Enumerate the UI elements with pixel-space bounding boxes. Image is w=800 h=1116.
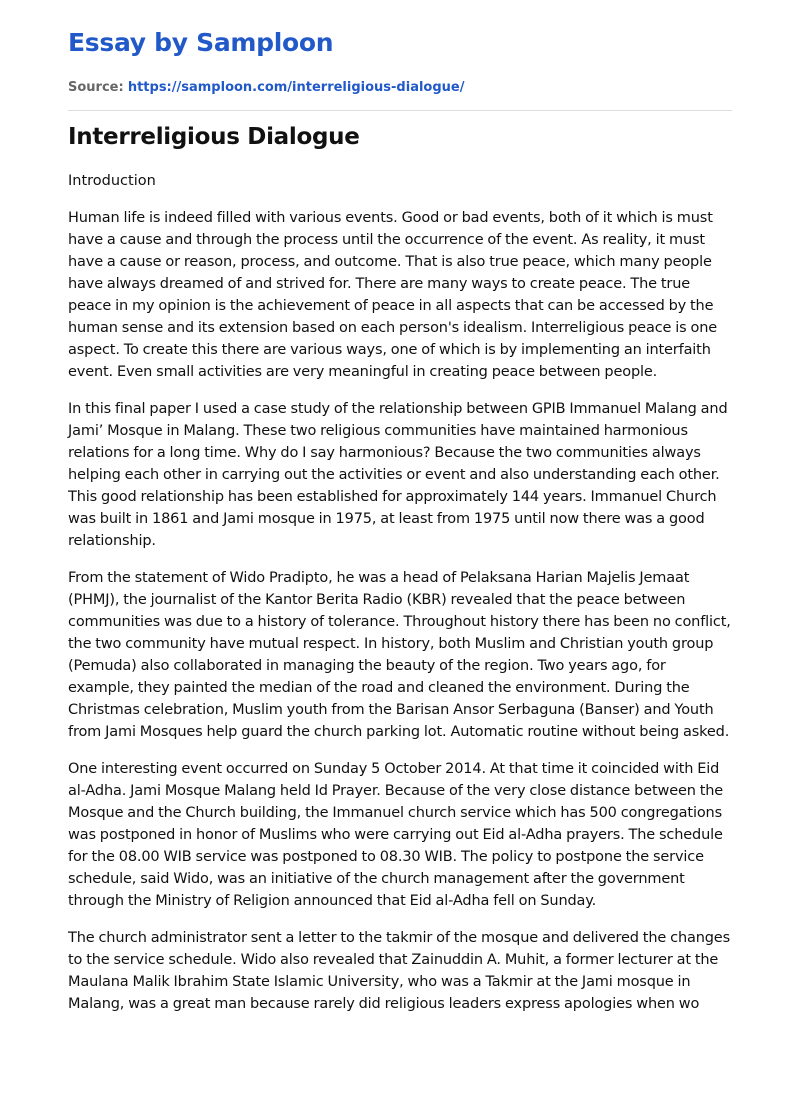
- header-divider: [68, 110, 732, 111]
- paragraph-2: In this final paper I used a case study of the relationship between GPIB Immanuel Malang and Jami’ Mosque in Malang. These two religious communities have maintained harmonious relations for a long time. Why do I say harmonious? Because the two communities always helping each other in carrying out the activities or event and also understanding each other. This good relationship has been established for approximately 144 years. Immanuel Church was built in 1861 and Jami mosque in 1975, at least from 1975 until now there was a good relationship.: [68, 401, 728, 549]
- brand-title[interactable]: Essay by Samploon: [68, 28, 334, 57]
- paragraph-3: From the statement of Wido Pradipto, he was a head of Pelaksana Harian Majelis Jemaat (PHMJ), the journalist of the Kantor Berita Radio (KBR) revealed that the peace between communities was due to a history of tolerance. Throughout history there has been no conflict, the two community have mutual respect. In history, both Muslim and Christian youth group (Pemuda) also collaborated in managing the beauty of the region. Two years ago, for example, they painted the median of the road and cleaned the environment. During the Christmas celebration, Muslim youth from the Barisan Ansor Serbaguna (Banser) and Youth from Jami Mosques help guard the church parking lot. Automatic routine without being asked.: [68, 570, 731, 740]
- section-heading-introduction: Introduction: [68, 173, 156, 189]
- source-line: [68, 80, 464, 95]
- essay-body: [68, 170, 732, 1030]
- source-link[interactable]: https://samploon.com/interreligious-dialogue/: [127, 80, 465, 95]
- source-label: Source:: [68, 80, 124, 95]
- paragraph-4: One interesting event occurred on Sunday 5 October 2014. At that time it coincided with Eid al-Adha. Jami Mosque Malang held Id Prayer. Because of the very close distance between the Mosque and the Church building, the Immanuel church service which has 500 congregations was postponed in honor of Muslims who were carrying out Eid al-Adha prayers. The schedule for the 08.00 WIB service was postponed to 08.30 WIB. The policy to postpone the service schedule, said Wido, was an initiative of the church management after the government through the Ministry of Religion announced that Eid al-Adha fell on Sunday.: [68, 761, 724, 909]
- paragraph-5: The church administrator sent a letter to the takmir of the mosque and delivered the changes to the service schedule. Wido also revealed that Zainuddin A. Muhit, a former lecturer at the Maulana Malik Ibrahim State Islamic University, who was a Takmir at the Jami mosque in Malang, was a great man because rarely did religious leaders express apologies when wo: [68, 930, 730, 1012]
- paragraph-1: Human life is indeed filled with various events. Good or bad events, both of it which is must have a cause and through the process until the occurrence of the event. As reality, it must have a cause or reason, process, and outcome. That is also true peace, which many people have always dreamed of and strived for. There are many ways to create peace. The true peace in my opinion is the achievement of peace in all aspects that can be accessed by the human sense and its extension based on each person's idealism. Interreligious peace is one aspect. To create this there are various ways, one of which is by implementing an interfaith event. Even small activities are very meaningful in creating peace between people.: [68, 210, 718, 380]
- essay-title: Interreligious Dialogue: [68, 124, 360, 150]
